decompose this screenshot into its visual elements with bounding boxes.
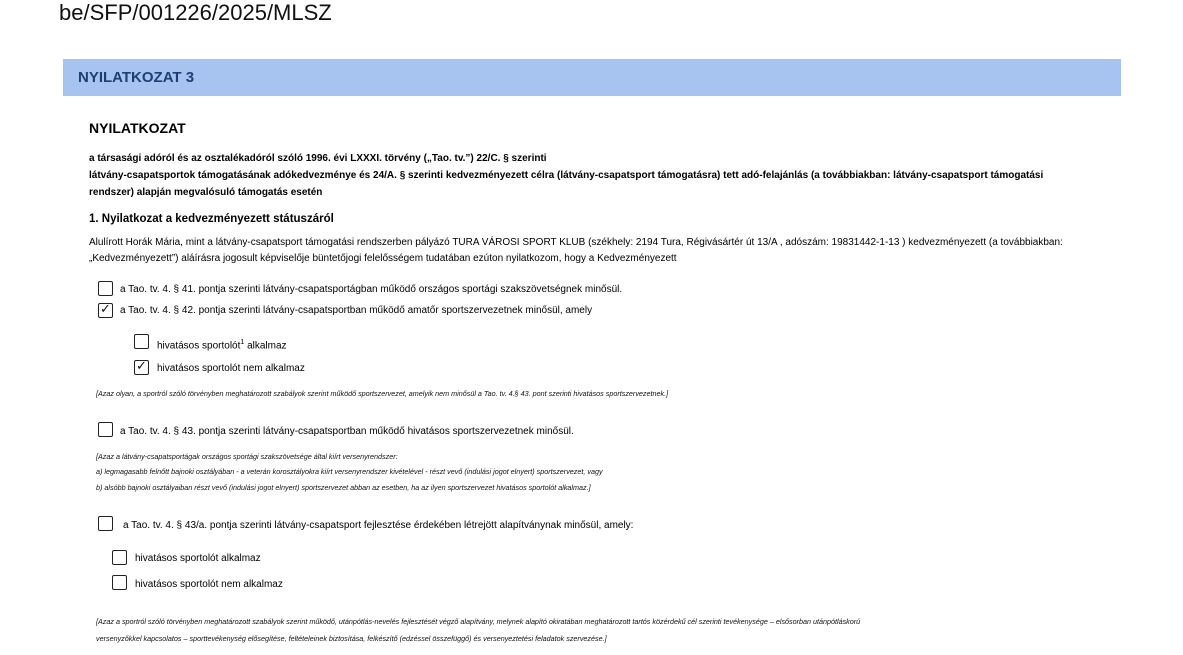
checkbox-amateur-employs-professional[interactable]: [134, 334, 149, 349]
section-1-title: 1. Nyilatkozat a kedvezményezett státuszáról: [89, 213, 334, 225]
declaration-heading: NYILATKOZAT: [89, 120, 186, 136]
note-foundation-line-1: [Azaz a sportról szóló törvényben meghatározott szabályok szerint működő, utánpótlás-nevelés fejlesztését végző alapítvány, melynek alapító okiratában meghatározott tartós közérdekű cél szerinti tevékenysége – elsősorban utánpótláskorú: [96, 617, 861, 626]
checkbox-amateur-no-professional[interactable]: [134, 360, 149, 375]
checkbox-foundation[interactable]: [98, 516, 113, 531]
option-label-foundation-employs-professional: hivatásos sportolót alkalmaz: [135, 553, 261, 564]
checkbox-amateur-organization[interactable]: [98, 303, 113, 318]
intro-paragraph: Alulírott Horák Mária, mint a látvány-csapatsport támogatási rendszerben pályázó TURA VÁROSI SPORT KLUB (székhely: 2194 Tura, Régivásártér út 13/A , adószám: 19831442-1-13 ) kedvezményezett (a továbbiakban: „Kedvezményezett”) aláírásra jogosult képviselője büntetőjogi felelősségem tudatában ezúton nyilatkozom, hogy a Kedvezményezett: [89, 237, 1063, 264]
section-band-title: NYILATKOZAT 3: [78, 69, 195, 86]
declaration-subtitle: [89, 150, 1074, 201]
subtitle-line-1: a társasági adóról és az osztalékadóról szóló 1996. évi LXXXI. törvény („Tao. tv.”) 22/C. § szerinti: [89, 153, 547, 164]
checkmark-icon: ✓: [100, 301, 111, 316]
subtitle-line-2: látvány-csapatsportok támogatásának adókedvezménye és 24/A. § szerinti kedvezményezett célra (látvány-csapatsport támogatásra) tett adó-felajánlás (a továbbiakban: látvány-csapatsport támogatási rendszer) alapján megvalósuló támogatás esetén: [89, 170, 1044, 198]
option-label-foundation: a Tao. tv. 4. § 43/a. pontja szerinti látvány-csapatsport fejlesztése érdekében létrejött alapítványnak minősül, amely:: [123, 520, 634, 531]
note-professional-line-3: b) alsóbb bajnoki osztályaiban részt vevő (indulási jogot elnyert) sportszervezet abban az esetben, ha az ilyen sportszervezet hivatásos sportolót alkalmaz.]: [96, 483, 591, 492]
checkmark-icon: ✓: [136, 358, 147, 373]
document-id: be/SFP/001226/2025/MLSZ: [59, 0, 332, 25]
option-label-national-federation: a Tao. tv. 4. § 41. pontja szerinti látvány-csapatsportágban működő országos sportági szakszövetségnek minősül.: [120, 284, 623, 295]
section-band: [63, 59, 1121, 96]
checkbox-foundation-employs-professional[interactable]: [112, 550, 127, 565]
note-foundation-line-2: versenyzőkkel kapcsolatos – sporttevékenység elősegítése, feltételeinek biztosítása, felkészítő (edzéssel összefüggő) és versenyeztetési feladatok szervezése.]: [96, 634, 607, 643]
note-professional-line-2: a) legmagasabb felnőtt bajnoki osztályában - a veterán korosztályokra kiírt versenyrendszer kivételével - részt vevő (indulási jogot elnyert) sportszervezet, vagy: [96, 467, 603, 476]
option-label-amateur-employs-professional: hivatásos sportolót$^1$ alkalmaz: [157, 339, 287, 352]
option-label-amateur-organization: a Tao. tv. 4. § 42. pontja szerinti látvány-csapatsportban működő amatőr sportszervezetnek minősül, amely: [120, 305, 593, 316]
option-label-amateur-no-professional: hivatásos sportolót nem alkalmaz: [157, 363, 305, 374]
checkbox-national-federation[interactable]: [98, 281, 113, 296]
checkbox-professional-organization[interactable]: [98, 422, 113, 437]
note-professional-line-1: [Azaz a látvány-csapatsportágak országos sportági szakszövetsége által kiírt versenyrendszer:: [96, 452, 398, 461]
note-amateur: [Azaz olyan, a sportról szóló törvényben meghatározott szabályok szerint működő sportszervezet, amelyik nem minősül a Tao. tv. 4.§ 43. pont szerinti hivatásos sportszervezetnek.]: [96, 389, 669, 398]
option-label-professional-organization: a Tao. tv. 4. § 43. pontja szerinti látvány-csapatsportban működő hivatásos sportszervezetnek minősül.: [120, 426, 574, 437]
checkbox-foundation-no-professional[interactable]: [112, 575, 127, 590]
option-label-foundation-no-professional: hivatásos sportolót nem alkalmaz: [135, 579, 283, 590]
